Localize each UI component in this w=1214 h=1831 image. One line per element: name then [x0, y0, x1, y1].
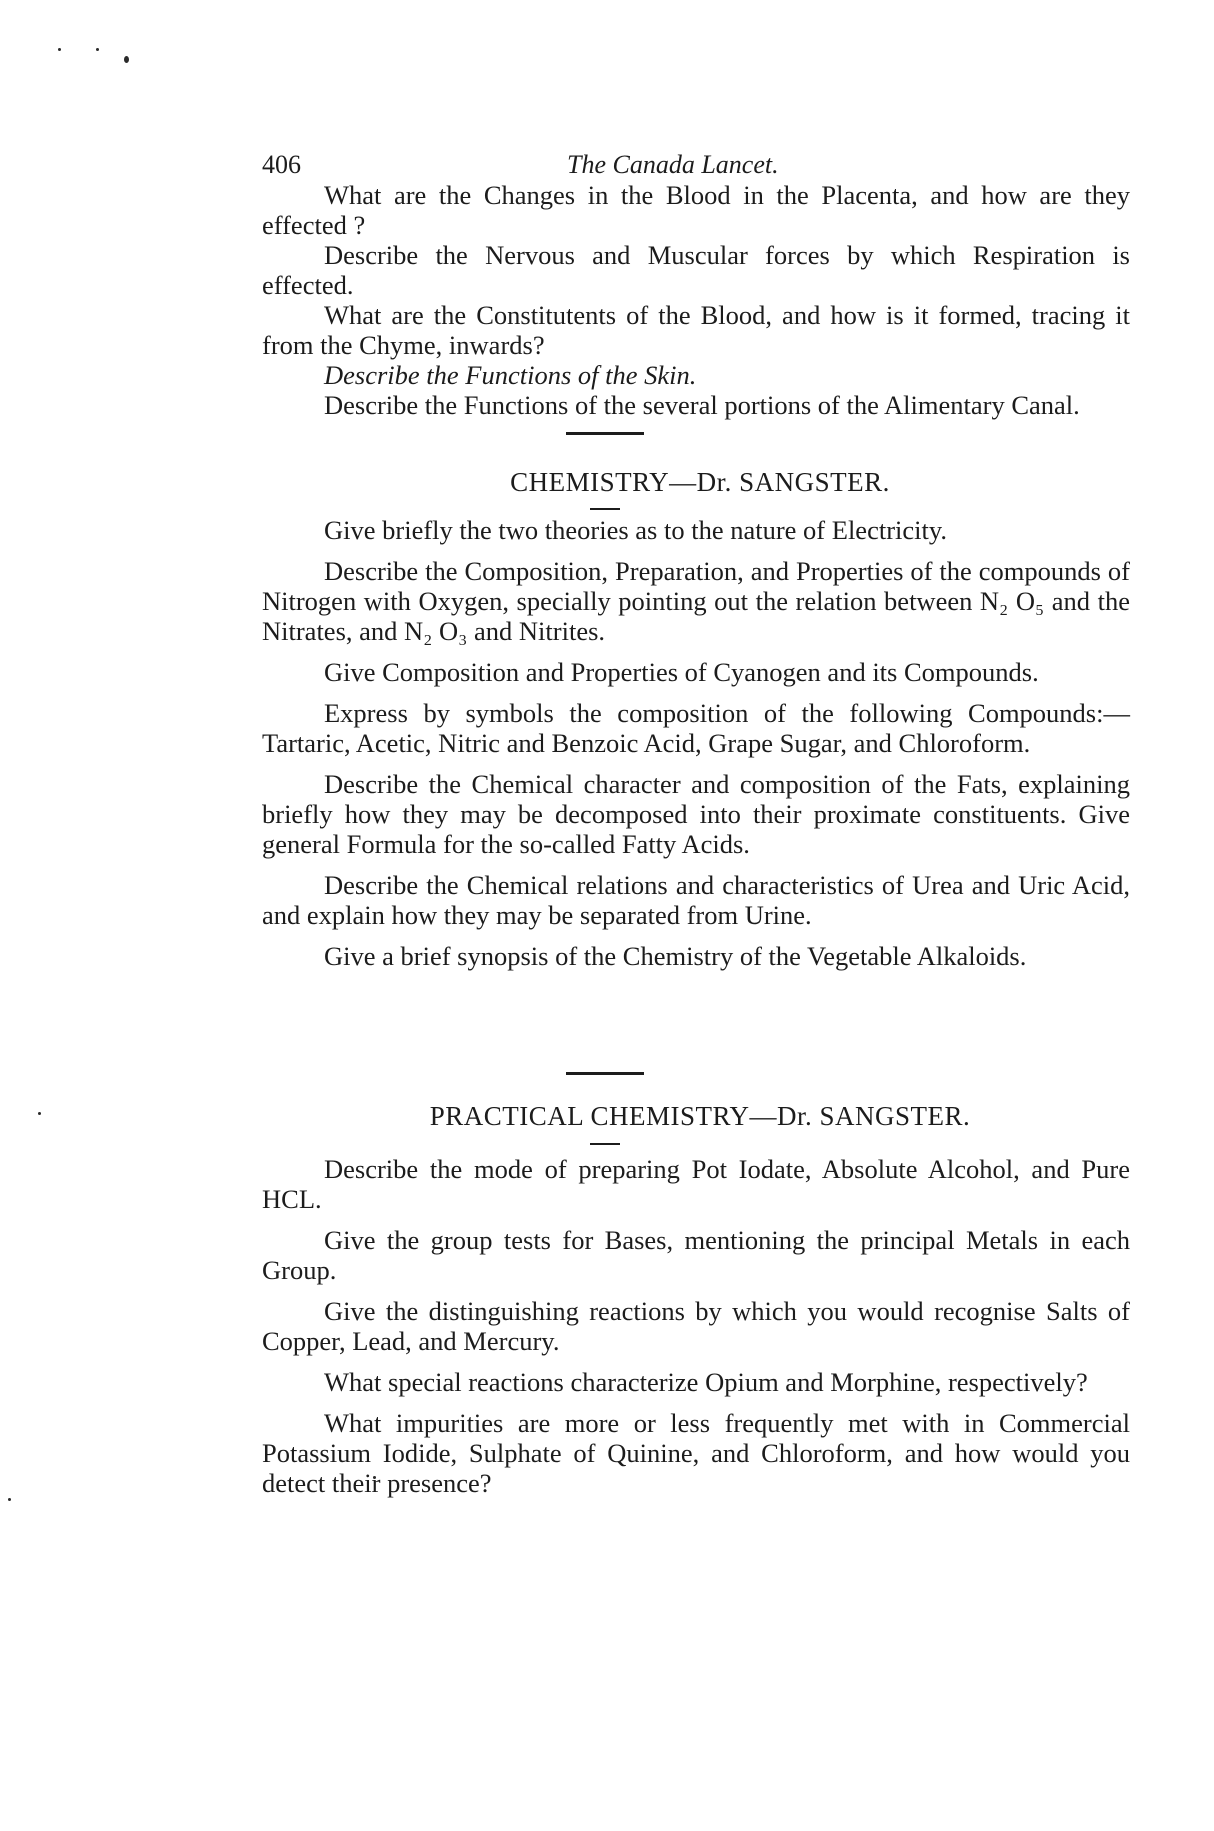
- chemistry-heading: CHEMISTRY—Dr. SANGSTER.: [510, 467, 890, 497]
- question-electricity: Give briefly the two theories as to the nature of Electricity.: [324, 515, 948, 545]
- section-divider: [566, 432, 644, 435]
- question-fats: Describe the Chemical character and composition of the Fats, explaining briefly how they may be decomposed into their proximate constituents. Give general Formula for the so-called Fatty Acids.: [262, 769, 1130, 859]
- practical-chemistry-heading: PRACTICAL CHEMISTRY—Dr. SANGSTER.: [429, 1101, 971, 1131]
- practical-chemistry-questions: [262, 1154, 1130, 1498]
- heading-underline: [590, 1143, 620, 1145]
- print-speck: [96, 48, 99, 51]
- print-speck: [58, 48, 61, 51]
- section-divider: [566, 1072, 644, 1075]
- question-blood-constituents: What are the Constitutents of the Blood, and how is it formed, tracing it from the Chyme, inwards?: [262, 300, 1130, 360]
- question-impurities: What impurities are more or less frequently met with in Commercial Potassium Iodide, Sulphate of Quinine, and Chloroform, and how would you detect their presence?: [262, 1408, 1130, 1498]
- question-urea: Describe the Chemical relations and characteristics of Urea and Uric Acid, and explain how they may be separated from Urine.: [262, 870, 1130, 930]
- question-alkaloids: Give a brief synopsis of the Chemistry of the Vegetable Alkaloids.: [324, 941, 1027, 971]
- question-respiration-forces: Describe the Nervous and Muscular forces by which Respiration is effected.: [262, 240, 1130, 300]
- question-skin-functions: Describe the Functions of the Skin.: [324, 360, 697, 390]
- question-placenta-blood: What are the Changes in the Blood in the Placenta, and how are they effected ?: [262, 180, 1130, 240]
- page-number: 406: [262, 150, 301, 179]
- running-title: The Canada Lancet.: [567, 150, 779, 179]
- physiology-questions: [262, 180, 1130, 420]
- question-group-tests: Give the group tests for Bases, mentioning the principal Metals in each Group.: [262, 1225, 1130, 1285]
- question-symbols: Express by symbols the composition of the following Compounds:—Tartaric, Acetic, Nitric and Benzoic Acid, Grape Sugar, and Chloroform.: [262, 698, 1130, 758]
- question-cyanogen: Give Composition and Properties of Cyanogen and its Compounds.: [324, 657, 1039, 687]
- question-pot-iodate: Describe the mode of preparing Pot Iodate, Absolute Alcohol, and Pure HCL.: [262, 1154, 1130, 1214]
- question-copper-lead-mercury: Give the distinguishing reactions by which you would recognise Salts of Copper, Lead, and Mercury.: [262, 1296, 1130, 1356]
- heading-underline: [590, 508, 620, 510]
- question-nitrogen-oxygen: Describe the Composition, Preparation, and Properties of the compounds of Nitrogen with Oxygen, specially pointing out the relation between N₂ O₅ and the Nitrates, and N₂ O₃ and Nitrites.: [262, 556, 1130, 646]
- chemistry-questions: [262, 515, 1130, 971]
- print-speck: [124, 56, 129, 63]
- print-speck: [38, 1112, 41, 1115]
- question-alimentary-canal: Describe the Functions of the several portions of the Alimentary Canal.: [324, 390, 1080, 420]
- print-speck: [8, 1498, 11, 1501]
- question-opium-morphine: What special reactions characterize Opium and Morphine, respectively?: [324, 1367, 1088, 1397]
